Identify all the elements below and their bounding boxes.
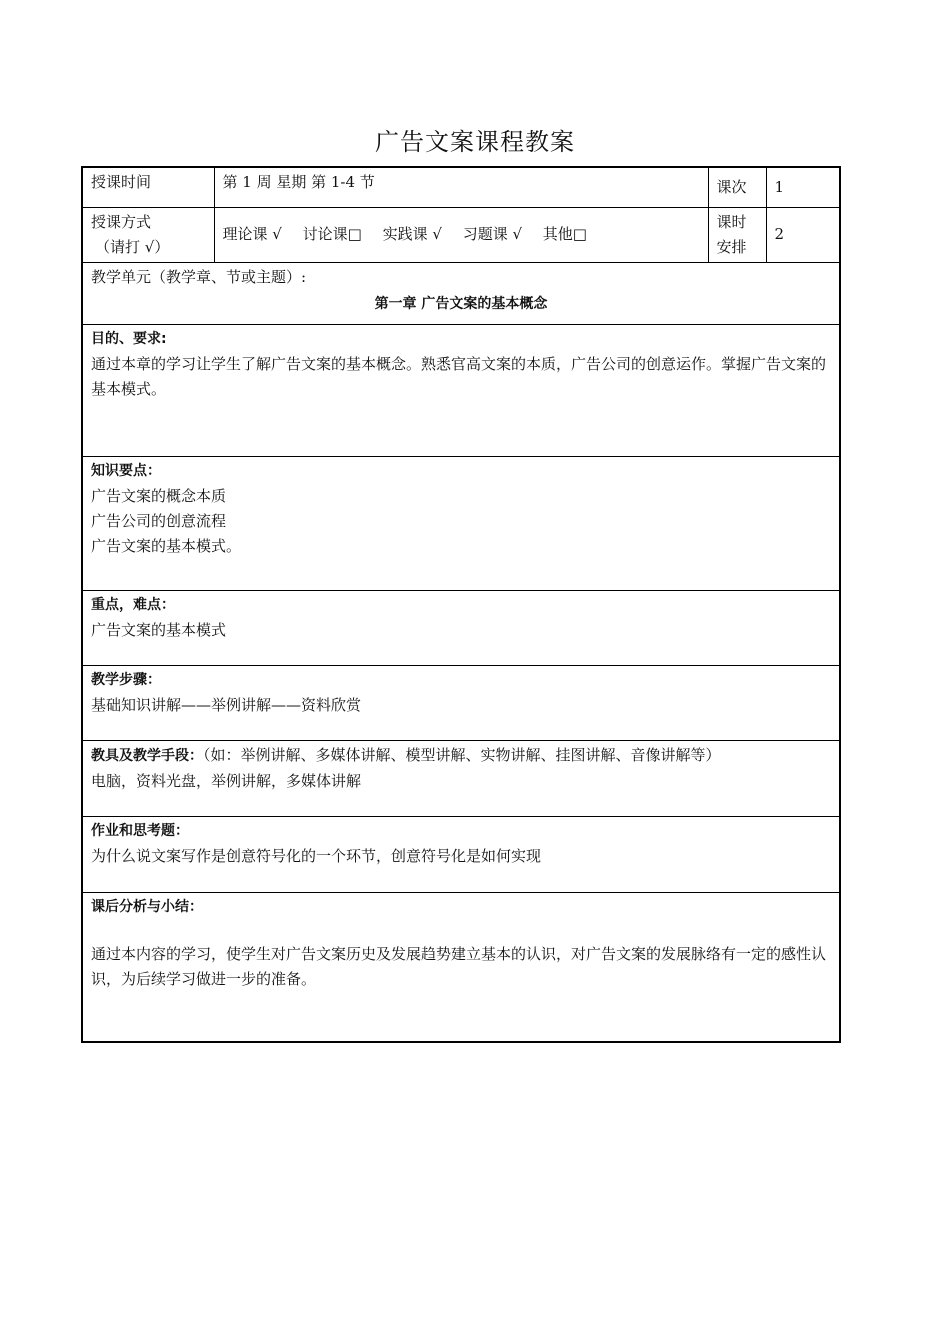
row-method (82, 207, 840, 262)
method-options (214, 207, 708, 262)
option-exercise: 习题课 √ (462, 225, 523, 243)
homework-heading: 作业和思考题： (91, 822, 189, 839)
option-practice: 实践课 √ (382, 225, 442, 243)
session-label: 课次 (708, 167, 766, 207)
row-keypoints (82, 590, 840, 665)
keypoints-text: 广告文案的基本模式 (91, 620, 227, 639)
option-discussion: 讨论课□ (302, 225, 362, 243)
lesson-plan-table (81, 166, 841, 1043)
knowledge-item: 广告文案的概念本质 (91, 486, 227, 505)
option-other: 其他□ (542, 225, 587, 243)
row-knowledge (82, 456, 840, 590)
row-unit (82, 262, 840, 324)
goals-heading: 目的、要求: (91, 330, 167, 347)
chapter-title: 第一章 广告文案的基本概念 (374, 295, 548, 312)
steps-heading: 教学步骤： (91, 671, 161, 688)
goals-text: 通过本章的学习让学生了解广告文案的基本概念。熟悉官高文案的本质，广告公司的创意运作。掌握广告文案的基本模式。 (91, 354, 827, 398)
method-label-line1: 授课方式 (91, 212, 152, 231)
row-goals (82, 324, 840, 456)
tools-note: （如：举例讲解、多媒体讲解、模型讲解、实物讲解、挂图讲解、音像讲解等） (203, 745, 721, 764)
summary-heading: 课后分析与小结： (91, 898, 203, 915)
time-value: 第 1 周 星期 第 1-4 节 (214, 167, 708, 207)
method-label (82, 207, 214, 262)
option-theory: 理论课 √ (222, 225, 282, 243)
row-tools (82, 740, 840, 816)
tools-heading: 教具及教学手段： (91, 747, 203, 764)
row-homework (82, 816, 840, 892)
steps-text: 基础知识讲解——举例讲解——资料欣赏 (91, 695, 362, 714)
unit-label: 教学单元（教学章、节或主题）: (91, 267, 307, 286)
tools-text: 电脑，资料光盘，举例讲解，多媒体讲解 (91, 771, 362, 790)
method-label-line2: （请打 √） (95, 237, 170, 256)
knowledge-item: 广告文案的基本模式。 (91, 536, 242, 555)
hours-value: 2 (766, 207, 840, 262)
hours-label (708, 207, 766, 262)
row-summary (82, 892, 840, 1042)
knowledge-heading: 知识要点： (91, 462, 161, 479)
row-time (82, 167, 840, 207)
summary-text: 通过本内容的学习，使学生对广告文案历史及发展趋势建立基本的认识，对广告文案的发展脉络有一定的感性认识，为后续学习做进一步的准备。 (91, 944, 827, 988)
keypoints-heading: 重点，难点： (91, 596, 175, 613)
homework-text: 为什么说文案写作是创意符号化的一个环节，创意符号化是如何实现 (91, 846, 542, 865)
hours-label-line2: 安排 (716, 237, 747, 256)
hours-label-line1: 课时 (716, 212, 747, 231)
row-steps (82, 665, 840, 740)
session-value: 1 (766, 167, 840, 207)
time-label: 授课时间 (82, 167, 214, 207)
document-title: 广告文案课程教案 (375, 128, 575, 156)
knowledge-item: 广告公司的创意流程 (91, 511, 227, 530)
